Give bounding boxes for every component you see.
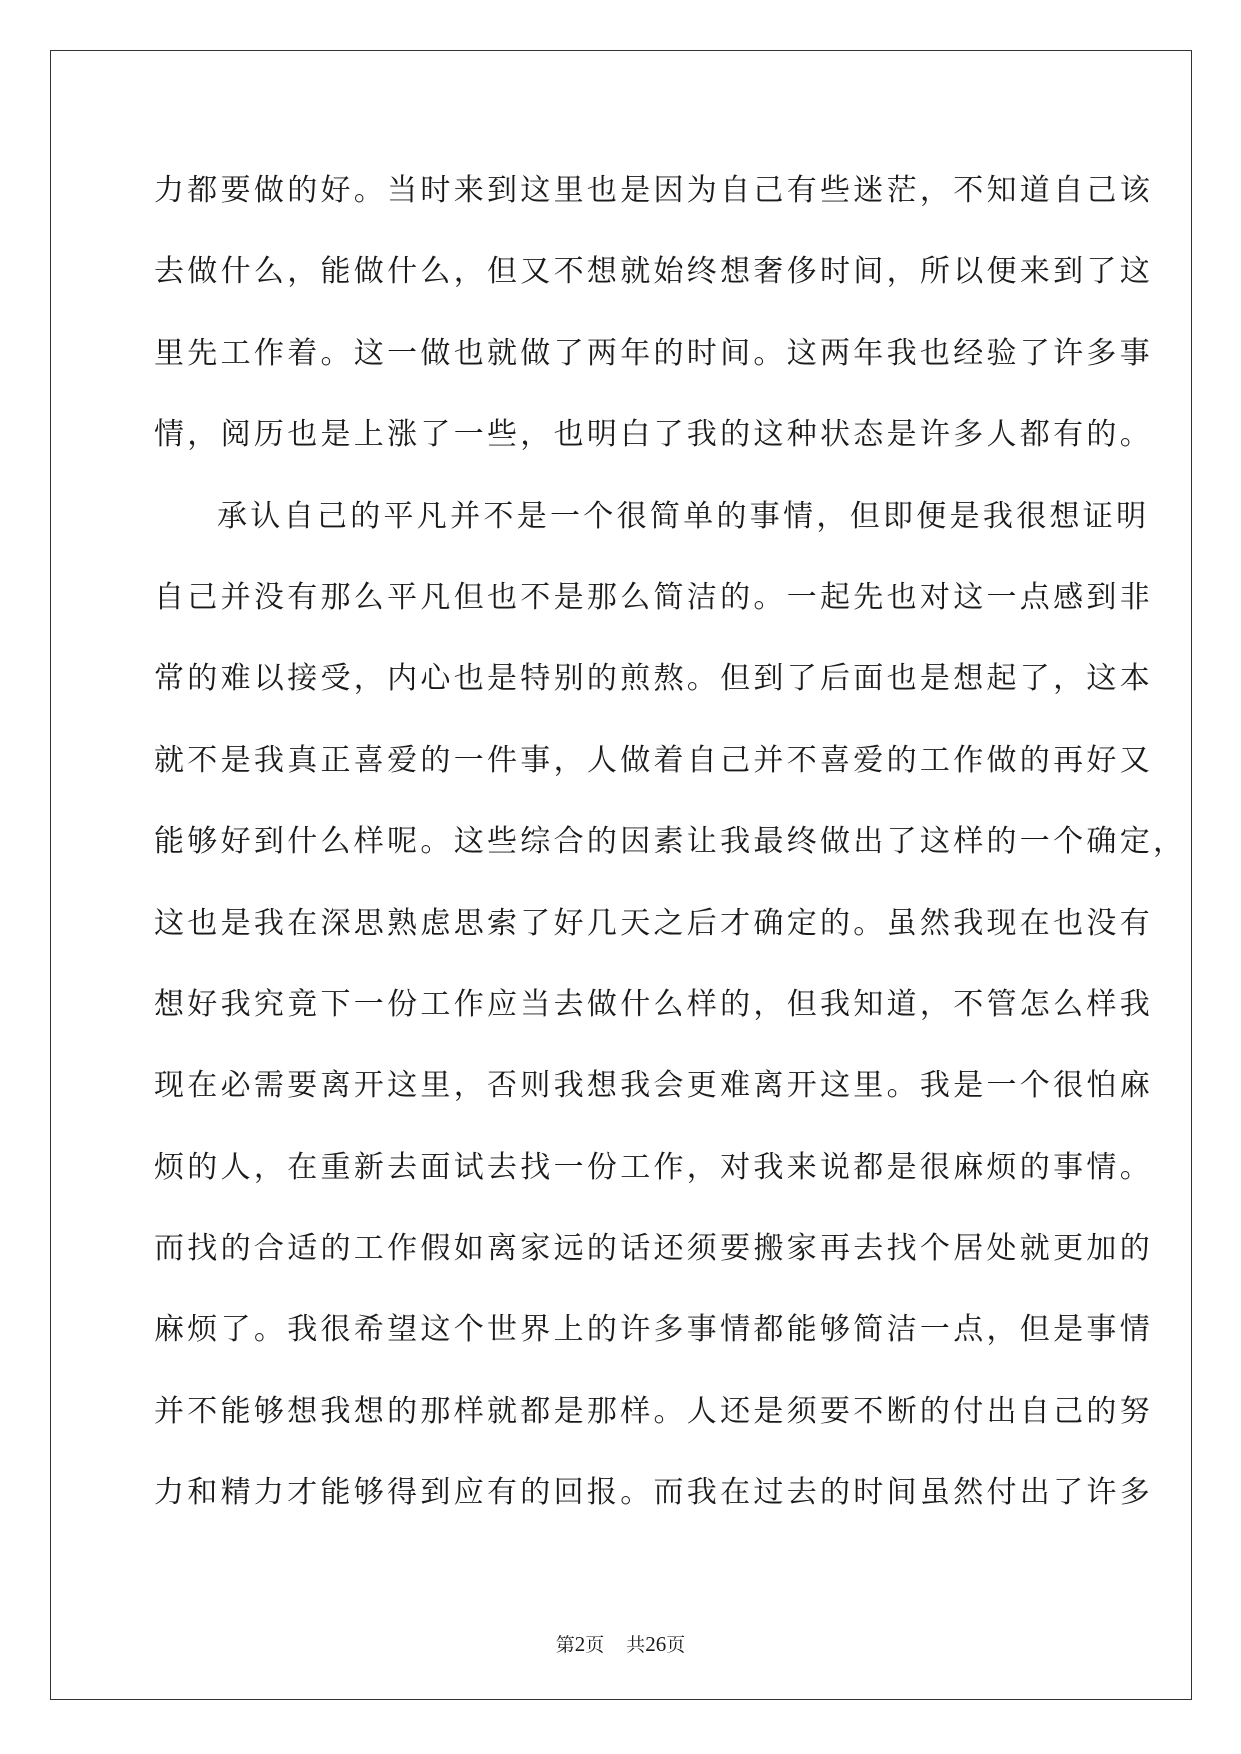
page-footer [0, 1632, 1241, 1657]
body-line: 想好我究竟下一份工作应当去做什么样的，但我知道，不管怎么样我 [154, 986, 1153, 1022]
body-line: 去做什么，能做什么，但又不想就始终想奢侈时间，所以便来到了这 [154, 254, 1153, 290]
body-line: 承认自己的平凡并不是一个很简单的事情，但即便是我很想证明 [217, 498, 1150, 534]
total-pages: 26 [645, 1632, 667, 1656]
total-prefix: 共 [626, 1634, 646, 1656]
body-line: 而找的合适的工作假如离家远的话还须要搬家再去找个居处就更加的 [154, 1231, 1153, 1267]
body-line: 力都要做的好。当时来到这里也是因为自己有些迷茫，不知道自己该 [154, 173, 1153, 208]
body-line: 烦的人，在重新去面试去找一份工作，对我来说都是很麻烦的事情。 [154, 1149, 1153, 1185]
body-line: 这也是我在深思熟虑思索了好几天之后才确定的。虽然我现在也没有 [154, 905, 1153, 941]
total-suffix: 页 [666, 1634, 686, 1656]
body-line: 就不是我真正喜爱的一件事，人做着自己并不喜爱的工作做的再好又 [154, 742, 1153, 778]
body-line: 力和精力才能够得到应有的回报。而我在过去的时间虽然付出了许多 [154, 1475, 1153, 1511]
document-body [154, 161, 1187, 1545]
body-line: 常的难以接受，内心也是特别的煎熬。但到了后面也是想起了，这本 [154, 661, 1153, 697]
page-prefix: 第 [555, 1634, 575, 1656]
body-line: 麻烦了。我很希望这个世界上的许多事情都能够简洁一点，但是事情 [154, 1312, 1153, 1348]
page-suffix: 页 [585, 1634, 605, 1656]
body-line: 自己并没有那么平凡但也不是那么简洁的。一起先也对这一点感到非 [154, 579, 1153, 615]
page-number: 2 [574, 1632, 586, 1656]
body-line: 能够好到什么样呢。这些综合的因素让我最终做出了这样的一个确定， [154, 824, 1187, 860]
body-line: 里先工作着。这一做也就做了两年的时间。这两年我也经验了许多事 [154, 335, 1153, 371]
body-line: 并不能够想我想的那样就都是那样。人还是须要不断的付出自己的努 [154, 1393, 1153, 1429]
body-line: 现在必需要离开这里，否则我想我会更难离开这里。我是一个很怕麻 [154, 1068, 1153, 1104]
body-line: 情，阅历也是上涨了一些，也明白了我的这种状态是许多人都有的。 [154, 417, 1153, 453]
